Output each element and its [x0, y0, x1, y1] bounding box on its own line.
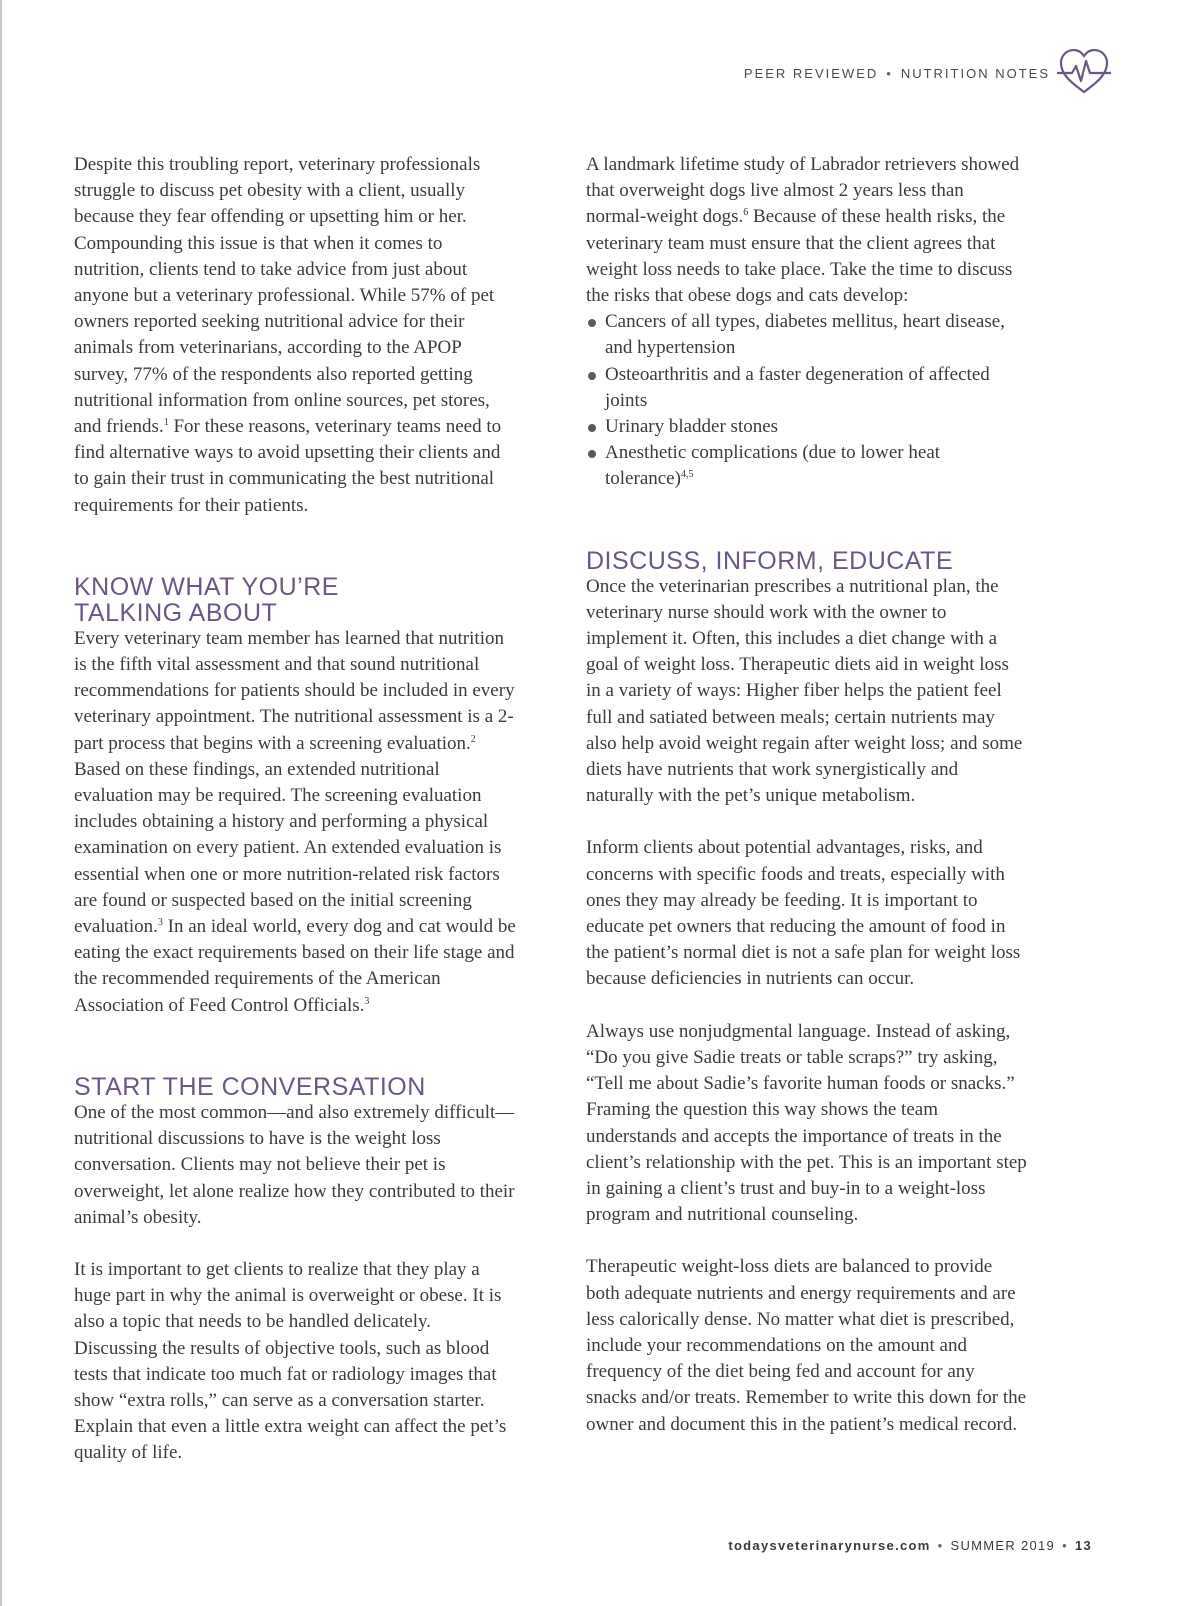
section-heading-know — [74, 574, 516, 626]
reference-2: 2 — [470, 733, 476, 745]
heading-line-1: KNOW WHAT YOU’RE — [74, 572, 339, 601]
discuss-paragraph-3: Always use nonjudgmental language. Instead of asking, “Do you give Sadie treats or table scraps?” try asking, “Tell me about Sadie’s favorite human foods or snacks.” Framing the question this way shows the team understands and accepts the importance of treats in the client’s relationship with the pet. This is an important step in gaining a client’s trust and buy-in to a weight-loss program and nutritional counseling. — [586, 1020, 1027, 1226]
reference-1: 1 — [163, 417, 169, 429]
page-footer — [728, 1538, 1092, 1553]
discuss-paragraph-1: Once the veterinarian prescribes a nutritional plan, the veterinary nurse should work with the owner to implement it. Often, this includes a diet change with a goal of weight loss. Therapeutic diets aid in weight loss in a variety of ways: Higher fiber helps the patient feel full and satiated between meals; certain nutrients may also help avoid weight regain after weight loss; and some diets have nutrients that work synergistically and naturally with the pet’s unique metabolism. — [586, 575, 1023, 807]
header-column-label: NUTRITION NOTES — [900, 66, 1050, 81]
section-heading-start: START THE CONVERSATION — [74, 1072, 426, 1101]
footer-separator: • — [1062, 1538, 1068, 1553]
reference-3b: 3 — [364, 995, 370, 1007]
page-edge — [0, 0, 2, 1606]
start-paragraph-2: It is important to get clients to realize that they play a huge part in why the animal is overweight or obese. It is also a topic that needs to be handled delicately. Discussing the results of objective tools, such as blood tests that indicate too much fat or radiology images that show “extra rolls,” can serve as a conversation starter. Explain that even a little extra weight can affect the pet’s quality of life. — [74, 1258, 507, 1464]
section-heading-discuss: DISCUSS, INFORM, EDUCATE — [586, 546, 954, 575]
running-header — [744, 66, 1050, 81]
intro-paragraph — [74, 152, 516, 519]
risk-list — [586, 309, 1028, 492]
header-separator: • — [886, 66, 893, 81]
list-item — [586, 440, 1028, 492]
list-item: Cancers of all types, diabetes mellitus, heart disease, and hypertension — [586, 309, 1028, 361]
start-paragraph-1: One of the most common—and also extremely difficult—nutritional discussions to have is the weight loss conversation. Clients may not believe their pet is overweight, let alone realize how they contributed to their animal’s obesity. — [74, 1101, 515, 1228]
discuss-paragraph-2: Inform clients about potential advantages, risks, and concerns with specific foods and treats, especially with ones they may already be feeding. It is important to educate pet owners that reducing the amount of food in the patient’s normal diet is not a safe plan for weight loss because deficiencies in nutrients can occur. — [586, 837, 1021, 990]
page-number: 13 — [1074, 1538, 1092, 1553]
intro-text: Despite this troubling report, veterinary professionals struggle to discuss pet obesity with a client, usually because they fear offending or upsetting him or her. Compounding this issue is that when it comes to nutrition, clients tend to take advice from just about anyone but a veterinary professional. While 57% of pet owners reported seeking nutritional advice for their animals from veterinarians, according to the APOP survey, 77% of the respondents also reported getting nutritional information from online sources, pet stores, and friends. — [74, 154, 495, 438]
list-item: Urinary bladder stones — [586, 414, 1028, 440]
heading-line-2: TALKING ABOUT — [74, 598, 278, 627]
right-column — [586, 152, 1028, 1438]
left-column — [74, 152, 516, 1467]
heart-pulse-icon — [1056, 46, 1112, 96]
section-start — [74, 1074, 516, 1467]
section-know — [74, 574, 516, 1019]
reference-3: 3 — [157, 917, 163, 929]
know-text-cont: Based on these findings, an extended nutritional evaluation may be required. The screening evaluation includes obtaining a history and performing a physical examination on every patient. An extended evaluation is essential when one or more nutrition-related risk factors are found or suspected based on the initial screening evaluation. — [74, 758, 502, 938]
list-item: Osteoarthritis and a faster degeneration of affected joints — [586, 362, 1028, 414]
labrador-text: A landmark lifetime study of Labrador retrievers showed that overweight dogs live almost 2 years less than normal-weight dogs. — [586, 154, 1020, 228]
discuss-paragraph-4: Therapeutic weight-loss diets are balanced to provide both adequate nutrients and energy requirements and are less calorically dense. No matter what diet is prescribed, include your recommendations on the amount and frequency of the diet being fed and account for any snacks and/or treats. Remember to write this down for the owner and document this in the patient’s medical record. — [586, 1256, 1027, 1435]
list-item-text: Anesthetic complications (due to lower heat tolerance) — [605, 442, 941, 490]
reference-6: 6 — [743, 207, 749, 219]
know-text: Every veterinary team member has learned that nutrition is the fifth vital assessment and that sound nutritional recommendations for patients should be included in every veterinary appointment. The nutritional assessment is a 2-part process that begins with a screening evaluation. — [74, 627, 515, 754]
intro-text-cont: For these reasons, veterinary teams need to find alternative ways to avoid upsetting their clients and to gain their trust in communicating the best nutritional requirements for their patients. — [74, 416, 502, 516]
footer-website: todaysveterinarynurse.com — [728, 1538, 931, 1553]
section-discuss — [586, 548, 1028, 1438]
know-paragraph — [74, 626, 516, 1019]
footer-separator: • — [937, 1538, 944, 1553]
labrador-paragraph — [586, 152, 1028, 309]
footer-issue: SUMMER 2019 — [950, 1538, 1056, 1553]
reference-4-5: 4,5 — [680, 469, 694, 481]
header-section-label: PEER REVIEWED — [743, 66, 879, 81]
labrador-text-cont: Because of these health risks, the veterinary team must ensure that the client agrees that weight loss needs to take place. Take the time to discuss the risks that obese dogs and cats develop: — [586, 206, 1013, 307]
know-text-end: In an ideal world, every dog and cat would be eating the exact requirements based on their life stage and the recommended requirements of the American Association of Feed Control Officials. — [74, 916, 516, 1016]
